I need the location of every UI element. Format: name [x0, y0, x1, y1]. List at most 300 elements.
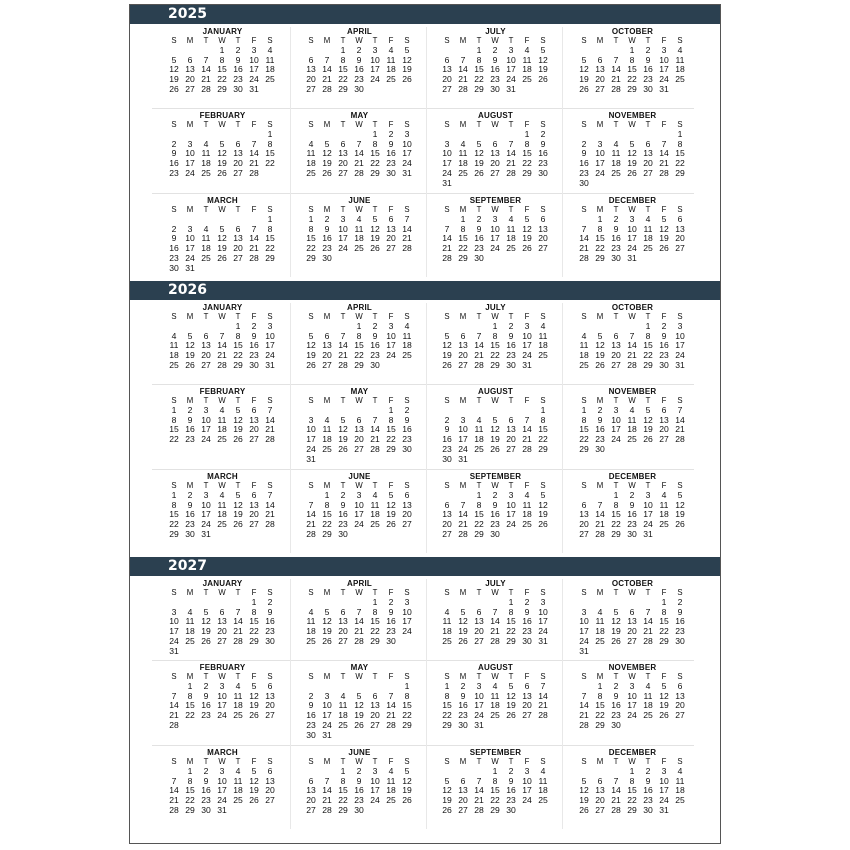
day-cell: 12: [249, 775, 259, 786]
day-cell: 23: [643, 795, 653, 806]
weekday-label: M: [596, 36, 604, 45]
day-cell: 8: [597, 223, 603, 234]
day-cell: 9: [645, 54, 651, 65]
day-cell: 3: [597, 138, 603, 149]
day-cell: 31: [659, 804, 669, 815]
day-cell: 4: [203, 223, 209, 234]
year-header: 2027: [130, 557, 720, 576]
day-cell: 28: [322, 804, 332, 815]
weekday-label: S: [308, 588, 314, 597]
day-cell: 2: [356, 44, 362, 55]
day-cell: 9: [597, 414, 603, 425]
day-cell: 29: [442, 719, 452, 730]
day-cell: 7: [251, 223, 257, 234]
day-cell: 6: [251, 404, 257, 415]
weekday-label: T: [235, 396, 241, 405]
day-cell: 8: [235, 330, 241, 341]
weekday-label: W: [491, 120, 499, 129]
day-cell: 7: [540, 680, 546, 691]
day-cell: 11: [643, 223, 653, 234]
day-cell: 29: [169, 528, 179, 539]
day-cell: 16: [201, 785, 211, 796]
day-cell: 30: [627, 528, 637, 539]
day-cell: 18: [306, 626, 316, 637]
day-cell: 1: [629, 765, 635, 776]
day-cell: 18: [675, 64, 685, 75]
day-cell: 16: [627, 509, 637, 520]
day-cell: 5: [677, 489, 683, 500]
month-november-2026: [564, 386, 701, 469]
day-cell: 30: [442, 453, 452, 464]
day-cell: 26: [474, 167, 484, 178]
day-cell: 26: [249, 710, 259, 721]
day-cell: 29: [306, 252, 316, 263]
day-cell: 2: [645, 44, 651, 55]
day-cell: 24: [458, 443, 468, 454]
day-cell: 28: [354, 167, 364, 178]
day-cell: 21: [458, 74, 468, 85]
day-cell: 21: [474, 795, 484, 806]
weekday-label: M: [323, 312, 331, 321]
day-cell: 18: [675, 785, 685, 796]
day-cell: 30: [611, 252, 621, 263]
day-grid: [439, 757, 564, 816]
day-cell: 14: [233, 616, 243, 627]
day-cell: 11: [306, 148, 316, 159]
day-cell: 21: [643, 626, 653, 637]
day-cell: 11: [643, 690, 653, 701]
weekday-label: S: [404, 481, 410, 490]
day-cell: 4: [460, 138, 466, 149]
day-cell: 22: [402, 710, 412, 721]
day-cell: 7: [267, 489, 273, 500]
day-cell: 23: [201, 710, 211, 721]
day-cell: 16: [201, 700, 211, 711]
day-cell: 15: [249, 616, 259, 627]
day-cell: 19: [579, 795, 589, 806]
day-cell: 30: [675, 635, 685, 646]
day-cell: 6: [460, 775, 466, 786]
day-cell: 23: [322, 243, 332, 254]
day-grid: [576, 120, 701, 189]
weekday-label: S: [581, 672, 587, 681]
day-cell: 18: [306, 158, 316, 169]
day-cell: 9: [677, 606, 683, 617]
weekday-label: F: [251, 396, 257, 405]
day-cell: 26: [306, 359, 316, 370]
day-cell: 13: [386, 223, 396, 234]
day-cell: 21: [675, 424, 685, 435]
day-cell: 16: [169, 158, 179, 169]
day-cell: 26: [659, 710, 669, 721]
weekday-label: M: [596, 120, 604, 129]
day-cell: 17: [522, 785, 532, 796]
weekday-label: S: [444, 312, 450, 321]
weekday-label: S: [677, 588, 683, 597]
day-cell: 10: [627, 223, 637, 234]
day-cell: 30: [169, 262, 179, 273]
day-cell: 30: [185, 528, 195, 539]
day-cell: 17: [675, 340, 685, 351]
day-cell: 31: [185, 262, 195, 273]
weekday-label: T: [645, 396, 651, 405]
day-cell: 14: [442, 233, 452, 244]
day-cell: 4: [219, 404, 225, 415]
weekday-label: W: [218, 36, 226, 45]
day-cell: 4: [476, 414, 482, 425]
day-cell: 24: [185, 167, 195, 178]
month-april-2026: [291, 302, 428, 385]
day-cell: 16: [643, 785, 653, 796]
day-cell: 9: [581, 148, 587, 159]
day-cell: 24: [675, 350, 685, 361]
day-cell: 24: [201, 434, 211, 445]
day-cell: 3: [404, 596, 410, 607]
day-cell: 6: [308, 775, 314, 786]
day-cell: 1: [388, 404, 394, 415]
weekday-label: M: [186, 312, 194, 321]
day-cell: 16: [643, 64, 653, 75]
day-cell: 21: [322, 795, 332, 806]
day-cell: 30: [643, 804, 653, 815]
day-cell: 30: [595, 443, 605, 454]
day-cell: 21: [217, 350, 227, 361]
day-cell: 27: [265, 710, 275, 721]
day-cell: 23: [169, 167, 179, 178]
day-cell: 3: [187, 223, 193, 234]
day-cell: 18: [490, 700, 500, 711]
day-cell: 5: [308, 330, 314, 341]
day-cell: 24: [522, 795, 532, 806]
day-cell: 23: [611, 710, 621, 721]
month-december-2027: [564, 747, 701, 830]
day-cell: 9: [267, 606, 273, 617]
day-cell: 6: [613, 330, 619, 341]
day-cell: 9: [356, 775, 362, 786]
weekday-label: S: [308, 672, 314, 681]
day-cell: 15: [458, 233, 468, 244]
day-grid: [166, 757, 291, 816]
day-cell: 5: [388, 489, 394, 500]
day-cell: 17: [217, 785, 227, 796]
day-cell: 4: [629, 404, 635, 415]
day-cell: 26: [402, 74, 412, 85]
day-cell: 12: [402, 54, 412, 65]
day-cell: 11: [306, 616, 316, 627]
day-cell: 16: [442, 434, 452, 445]
day-cell: 13: [338, 616, 348, 627]
day-cell: 1: [540, 404, 546, 415]
day-cell: 22: [322, 519, 332, 530]
day-cell: 4: [340, 690, 346, 701]
month-july-2025: [427, 26, 564, 109]
day-cell: 5: [581, 54, 587, 65]
day-cell: 20: [249, 509, 259, 520]
day-cell: 27: [675, 243, 685, 254]
day-cell: 2: [388, 596, 394, 607]
day-cell: 24: [338, 243, 348, 254]
weekday-label: F: [388, 757, 394, 766]
day-cell: 5: [540, 489, 546, 500]
day-cell: 9: [613, 690, 619, 701]
day-cell: 29: [643, 359, 653, 370]
day-cell: 7: [476, 775, 482, 786]
day-cell: 11: [201, 148, 211, 159]
day-cell: 25: [579, 359, 589, 370]
day-cell: 7: [267, 404, 273, 415]
day-cell: 25: [185, 635, 195, 646]
weekday-label: S: [444, 588, 450, 597]
weekday-label: W: [491, 481, 499, 490]
day-cell: 17: [659, 785, 669, 796]
day-cell: 10: [354, 499, 364, 510]
weekday-label: W: [491, 205, 499, 214]
day-cell: 23: [354, 74, 364, 85]
weekday-label: W: [218, 588, 226, 597]
day-grid: [166, 36, 291, 95]
day-cell: 23: [474, 243, 484, 254]
day-cell: 26: [201, 635, 211, 646]
day-cell: 2: [235, 44, 241, 55]
day-cell: 5: [661, 680, 667, 691]
month-name: NOVEMBER: [608, 387, 657, 396]
day-cell: 4: [356, 213, 362, 224]
day-cell: 28: [306, 528, 316, 539]
day-cell: 18: [201, 158, 211, 169]
month-name: DECEMBER: [608, 196, 657, 205]
day-cell: 9: [492, 499, 498, 510]
day-cell: 15: [322, 509, 332, 520]
day-cell: 5: [404, 765, 410, 776]
day-cell: 23: [386, 626, 396, 637]
day-cell: 4: [404, 320, 410, 331]
day-cell: 9: [203, 690, 209, 701]
day-cell: 28: [370, 443, 380, 454]
day-cell: 1: [476, 489, 482, 500]
day-cell: 10: [201, 499, 211, 510]
day-cell: 7: [581, 223, 587, 234]
day-cell: 21: [249, 158, 259, 169]
day-cell: 17: [185, 243, 195, 254]
day-cell: 26: [233, 519, 243, 530]
day-cell: 5: [460, 606, 466, 617]
day-cell: 8: [404, 690, 410, 701]
day-cell: 4: [235, 765, 241, 776]
day-cell: 2: [324, 213, 330, 224]
day-cell: 18: [185, 626, 195, 637]
weekday-label: F: [388, 36, 394, 45]
day-cell: 22: [185, 795, 195, 806]
day-cell: 3: [629, 213, 635, 224]
day-cell: 16: [402, 424, 412, 435]
day-cell: 19: [233, 424, 243, 435]
day-cell: 20: [322, 350, 332, 361]
day-cell: 5: [324, 138, 330, 149]
weekday-label: M: [323, 757, 331, 766]
day-cell: 25: [490, 710, 500, 721]
weekday-label: S: [267, 396, 273, 405]
day-cell: 2: [356, 765, 362, 776]
month-december-2026: [564, 471, 701, 554]
day-cell: 22: [442, 710, 452, 721]
day-cell: 16: [169, 243, 179, 254]
day-cell: 19: [249, 785, 259, 796]
day-cell: 24: [370, 795, 380, 806]
weekday-label: T: [613, 588, 619, 597]
weekday-label: F: [661, 312, 667, 321]
day-cell: 25: [201, 167, 211, 178]
day-cell: 2: [187, 404, 193, 415]
day-cell: 19: [217, 243, 227, 254]
weekday-label: T: [372, 672, 378, 681]
weekday-label: S: [267, 120, 273, 129]
weekday-label: W: [355, 588, 363, 597]
day-cell: 9: [629, 499, 635, 510]
row-divider: [152, 193, 694, 194]
weekday-label: M: [596, 312, 604, 321]
day-cell: 16: [185, 509, 195, 520]
day-cell: 10: [643, 499, 653, 510]
day-cell: 25: [217, 434, 227, 445]
day-cell: 7: [476, 330, 482, 341]
day-cell: 30: [306, 729, 316, 740]
day-cell: 17: [306, 434, 316, 445]
day-cell: 14: [579, 700, 589, 711]
day-cell: 29: [370, 635, 380, 646]
weekday-label: T: [235, 757, 241, 766]
day-cell: 17: [370, 64, 380, 75]
day-cell: 31: [538, 635, 548, 646]
day-cell: 8: [372, 138, 378, 149]
weekday-label: T: [476, 588, 482, 597]
day-cell: 25: [306, 167, 316, 178]
day-cell: 3: [492, 213, 498, 224]
weekday-label: S: [677, 396, 683, 405]
day-cell: 27: [474, 635, 484, 646]
day-cell: 25: [458, 167, 468, 178]
day-cell: 8: [476, 499, 482, 510]
day-cell: 12: [611, 616, 621, 627]
day-cell: 25: [338, 719, 348, 730]
weekday-label: S: [404, 757, 410, 766]
day-cell: 21: [402, 233, 412, 244]
day-cell: 3: [388, 320, 394, 331]
day-cell: 22: [217, 74, 227, 85]
day-cell: 24: [386, 350, 396, 361]
day-grid: [439, 588, 564, 647]
day-cell: 17: [185, 158, 195, 169]
day-cell: 15: [217, 64, 227, 75]
day-cell: 26: [458, 635, 468, 646]
day-cell: 23: [522, 626, 532, 637]
day-cell: 8: [581, 414, 587, 425]
day-cell: 22: [354, 350, 364, 361]
day-cell: 30: [659, 359, 669, 370]
weekday-label: M: [186, 588, 194, 597]
day-cell: 17: [402, 148, 412, 159]
day-cell: 10: [611, 414, 621, 425]
weekday-label: T: [613, 481, 619, 490]
day-cell: 2: [444, 414, 450, 425]
day-cell: 21: [233, 626, 243, 637]
day-cell: 22: [169, 519, 179, 530]
day-cell: 12: [402, 775, 412, 786]
day-cell: 21: [659, 158, 669, 169]
day-cell: 17: [201, 424, 211, 435]
day-cell: 25: [402, 350, 412, 361]
day-cell: 6: [508, 414, 514, 425]
weekday-label: T: [476, 205, 482, 214]
day-cell: 6: [492, 138, 498, 149]
day-cell: 7: [340, 330, 346, 341]
day-cell: 15: [402, 700, 412, 711]
day-cell: 1: [404, 680, 410, 691]
day-cell: 15: [627, 785, 637, 796]
day-cell: 9: [404, 414, 410, 425]
day-cell: 26: [442, 804, 452, 815]
day-cell: 23: [185, 434, 195, 445]
day-cell: 10: [458, 424, 468, 435]
day-cell: 25: [506, 243, 516, 254]
weekday-label: S: [540, 672, 546, 681]
day-cell: 1: [524, 128, 530, 139]
day-cell: 12: [386, 499, 396, 510]
day-cell: 27: [185, 83, 195, 94]
month-may-2025: [291, 110, 428, 193]
day-cell: 20: [201, 350, 211, 361]
weekday-label: S: [444, 396, 450, 405]
day-cell: 23: [265, 626, 275, 637]
weekday-label: T: [372, 36, 378, 45]
day-cell: 11: [675, 775, 685, 786]
day-cell: 18: [627, 424, 637, 435]
day-cell: 27: [595, 83, 605, 94]
day-cell: 22: [474, 519, 484, 530]
weekday-label: S: [308, 120, 314, 129]
day-cell: 20: [306, 74, 316, 85]
day-cell: 28: [249, 252, 259, 263]
month-name: NOVEMBER: [608, 111, 657, 120]
weekday-label: T: [235, 588, 241, 597]
day-cell: 1: [235, 320, 241, 331]
day-cell: 14: [169, 785, 179, 796]
weekday-label: S: [677, 757, 683, 766]
day-cell: 10: [522, 330, 532, 341]
day-cell: 10: [627, 690, 637, 701]
day-cell: 27: [627, 635, 637, 646]
weekday-label: T: [340, 396, 346, 405]
weekday-label: F: [388, 312, 394, 321]
day-cell: 19: [659, 700, 669, 711]
weekday-label: T: [645, 120, 651, 129]
day-grid: [576, 481, 701, 540]
weekday-label: T: [645, 205, 651, 214]
weekday-label: T: [340, 481, 346, 490]
day-cell: 21: [201, 74, 211, 85]
day-cell: 3: [661, 765, 667, 776]
day-cell: 1: [508, 596, 514, 607]
day-cell: 26: [322, 635, 332, 646]
weekday-label: T: [613, 205, 619, 214]
day-grid: [576, 396, 701, 455]
day-cell: 11: [579, 340, 589, 351]
weekday-label: T: [508, 757, 514, 766]
day-cell: 24: [538, 626, 548, 637]
weekday-label: F: [388, 120, 394, 129]
day-cell: 12: [338, 424, 348, 435]
day-cell: 25: [627, 434, 637, 445]
day-cell: 18: [659, 509, 669, 520]
